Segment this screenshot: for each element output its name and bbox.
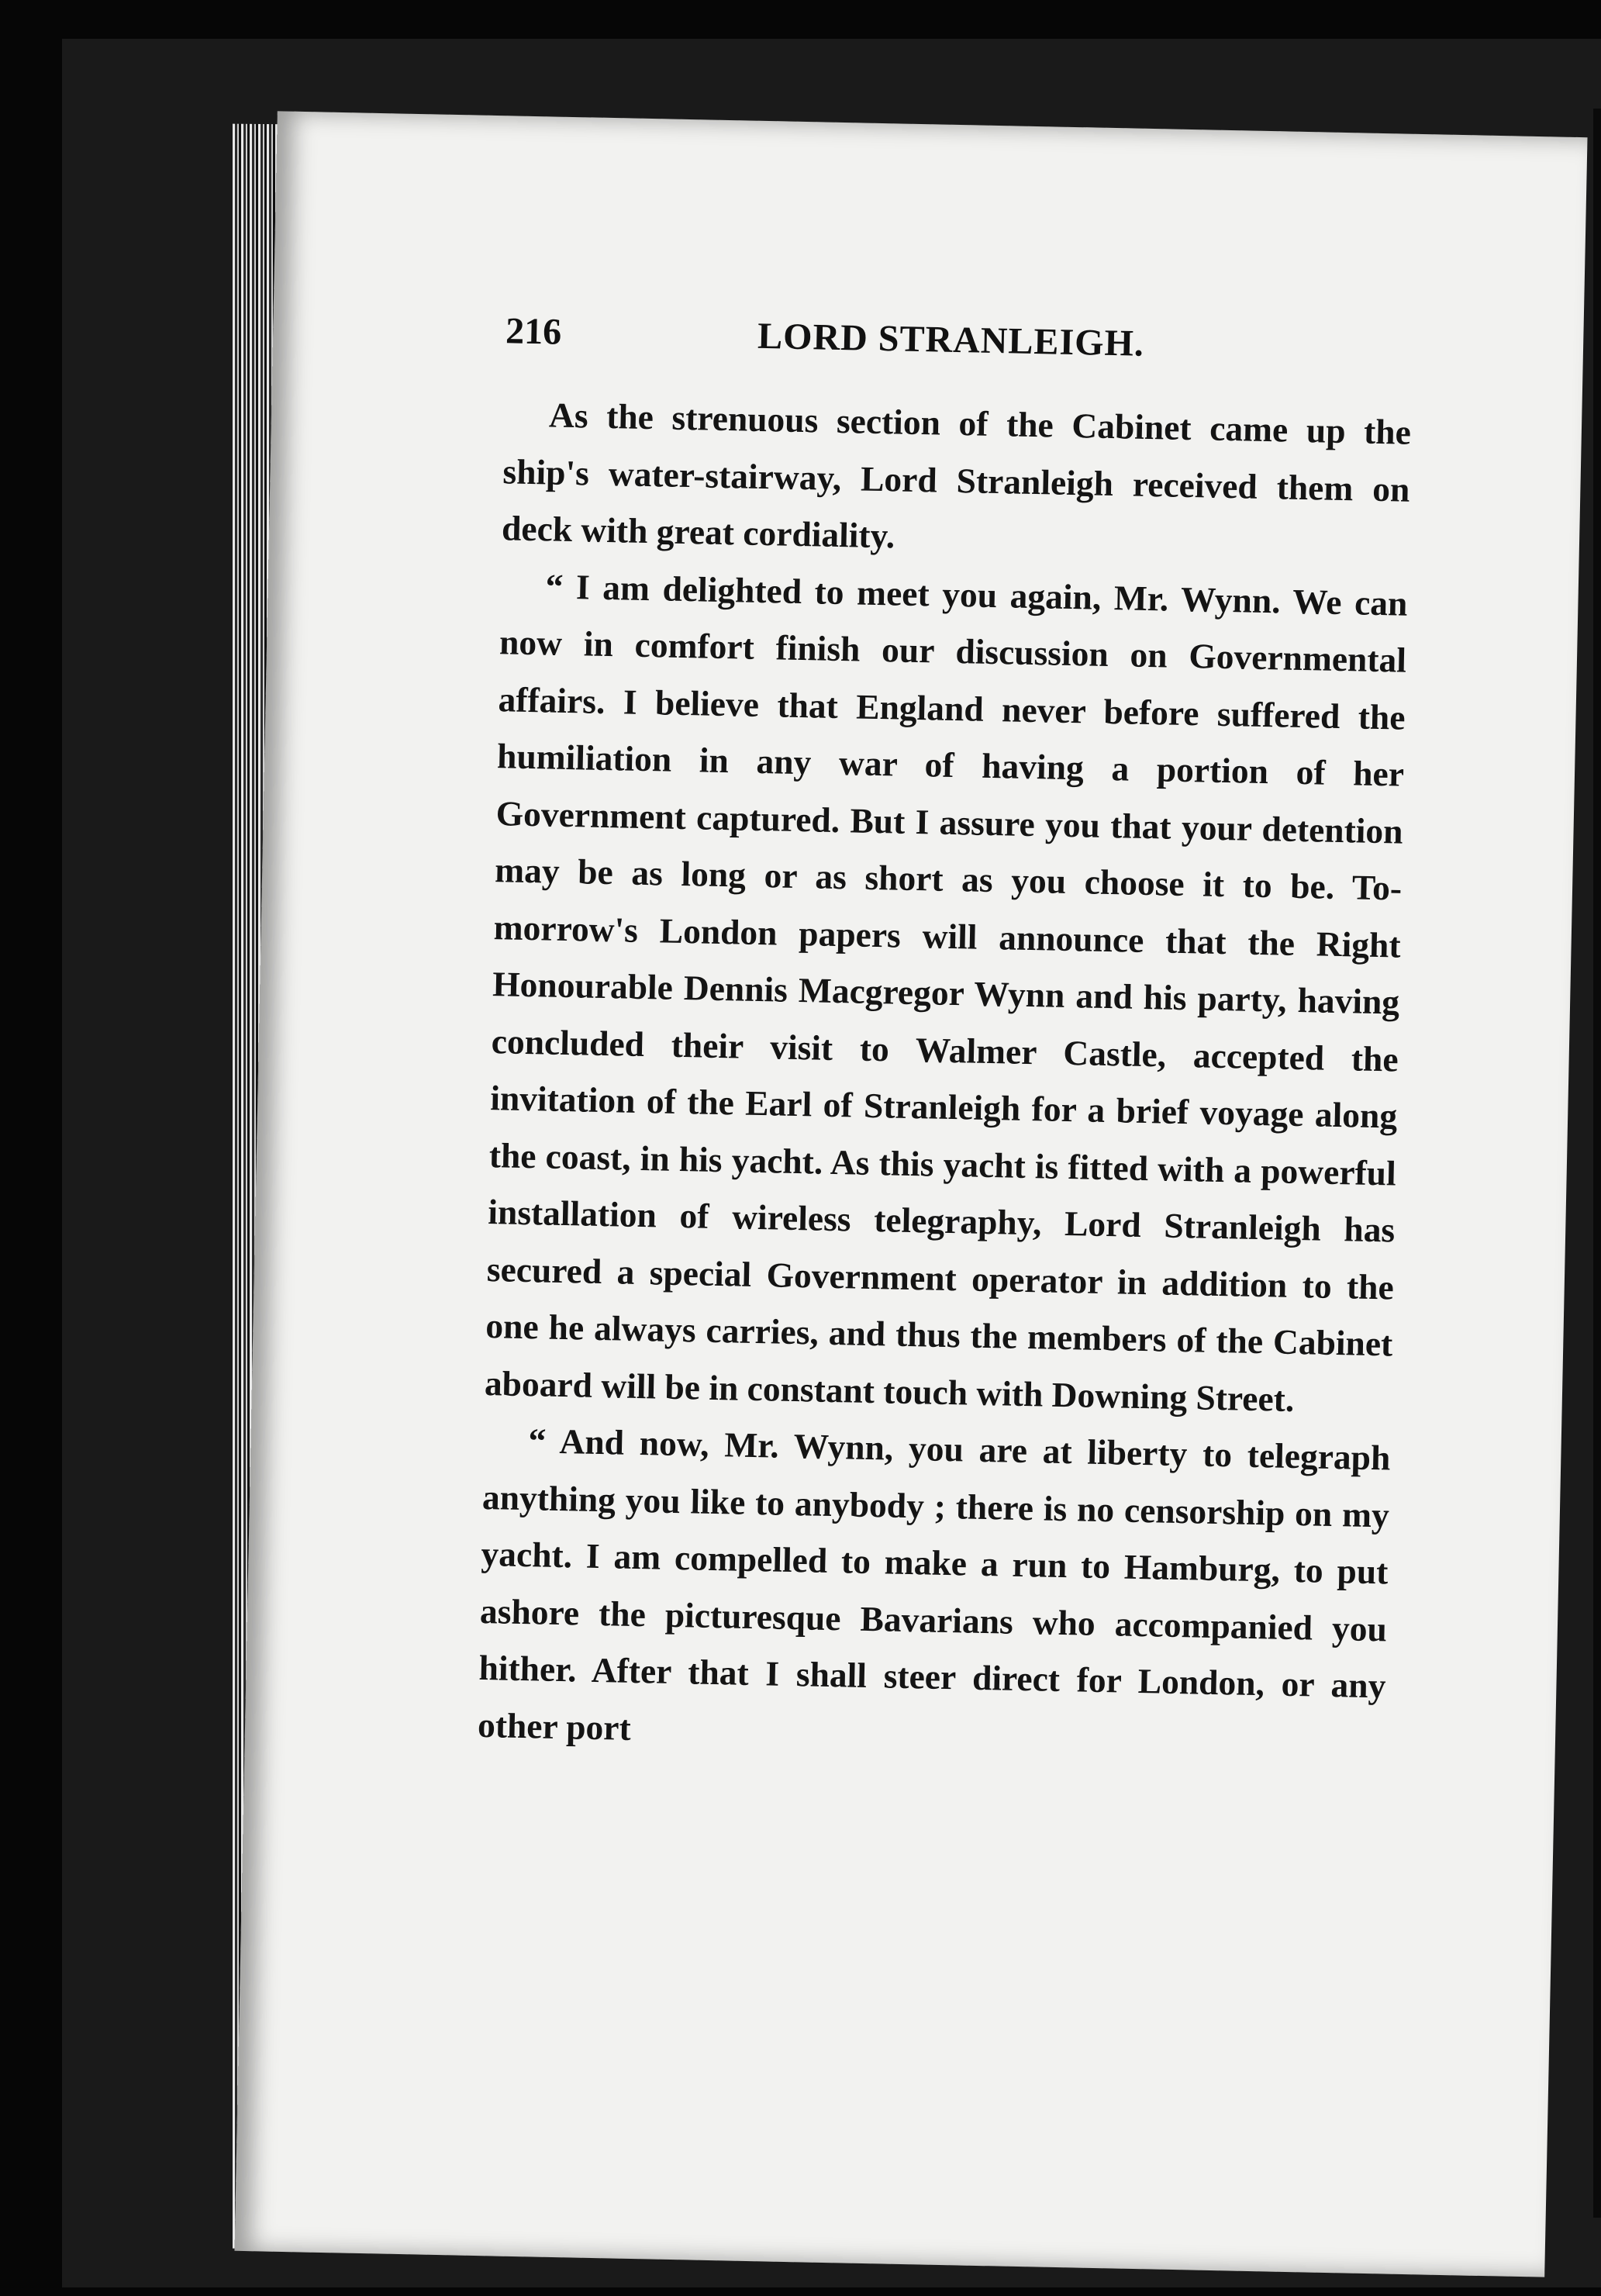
book-page bbox=[234, 111, 1587, 2277]
body-text bbox=[477, 385, 1411, 1771]
paragraph: “ And now, Mr. Wynn, you are at liberty to telegraph anything you like to anybody ; there is no censorship on my yacht. I am compelled to make a run to Hamburg, to put ashore the picturesque Bavarians who accompanied you hither. After that I shall steer direct for London, or any other port bbox=[477, 1421, 1391, 1748]
running-head bbox=[505, 309, 1413, 389]
paragraph: “ I am delighted to meet you again, Mr. Wynn. We can now in comfort finish our discussion on Governmental affairs. I believe that England never before suffered the humiliation in any war of having a portion of her Government captured. But I assure you that your detention may be as long or as short as you choose it to be. To-morrow's London papers will announce that the Right Honourable Dennis Macgregor Wynn and his party, having concluded their visit to Walmer Castle, accepted the invitation of the Earl of Stranleigh for a brief voyage along the coast, in his yacht. As this yacht is fitted with a powerful installation of wireless telegraphy, Lord Stranleigh has secured a special Government operator in addition to the one he always carries, and thus the members of the Cabinet aboard will be in constant touch with Downing Street. bbox=[484, 565, 1408, 1419]
running-title: LORD STRANLEIGH. bbox=[757, 315, 1145, 364]
page-number: 216 bbox=[505, 310, 562, 353]
scan-right-border bbox=[1593, 109, 1601, 2218]
page-content bbox=[477, 309, 1413, 1771]
paragraph: As the strenuous section of the Cabinet came up the ship's water-stairway, Lord Stranleigh received them on deck with great cordiality. bbox=[501, 395, 1412, 556]
